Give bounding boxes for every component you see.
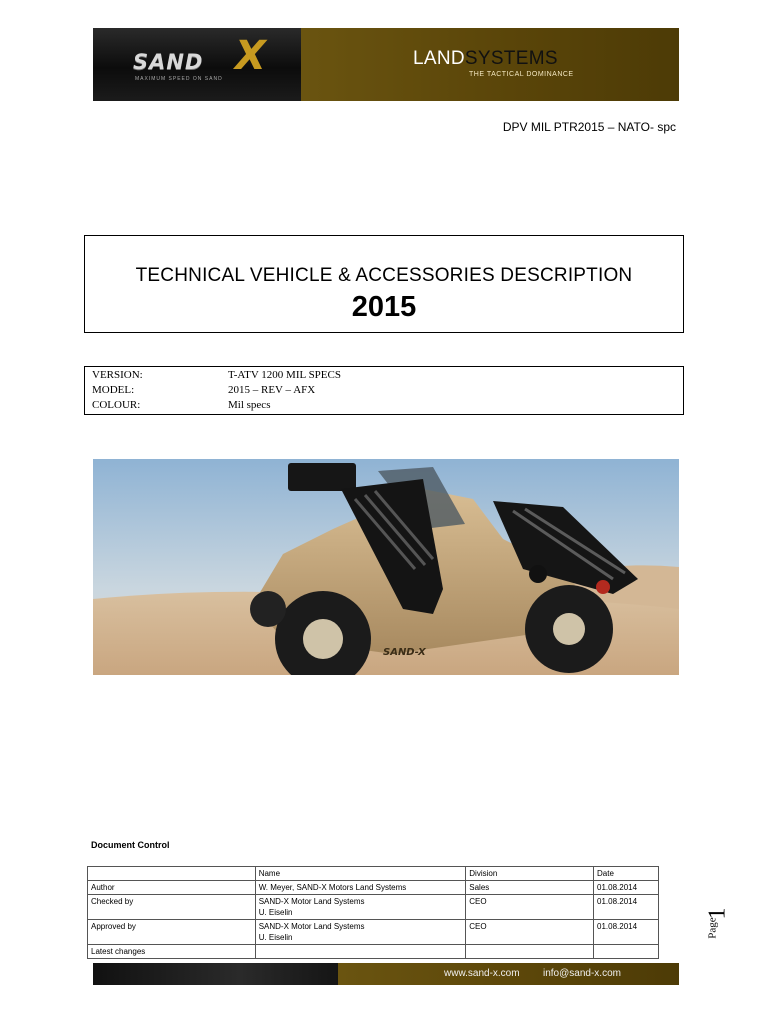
page-number — [704, 902, 740, 952]
row-division — [466, 945, 594, 959]
row-division: CEO — [466, 895, 594, 920]
spec-value: T-ATV 1200 MIL SPECS — [228, 369, 341, 381]
footer-website-link[interactable]: www.sand-x.com — [444, 968, 520, 979]
row-division: CEO — [466, 920, 594, 945]
footer-dark — [93, 963, 338, 985]
table-row — [88, 895, 659, 920]
vehicle-photo-image — [93, 459, 679, 675]
row-division: Sales — [466, 881, 594, 895]
document-control-table — [87, 866, 659, 959]
row-name — [255, 881, 466, 895]
document-control-title: Document Control — [91, 840, 170, 850]
logo-tagline: MAXIMUM SPEED ON SAND — [135, 76, 223, 82]
spec-key: VERSION: — [92, 369, 143, 381]
spec-row-version — [92, 368, 341, 383]
brand-systems: SYSTEMS — [464, 48, 558, 69]
row-name — [255, 895, 466, 920]
table-row — [88, 881, 659, 895]
footer-email-link[interactable]: info@sand-x.com — [543, 968, 621, 979]
table-row — [88, 920, 659, 945]
page-word: Page — [706, 917, 719, 939]
landsystems-brand — [301, 28, 679, 101]
row-name-line1: SAND-X Motor Land Systems — [258, 897, 365, 906]
spec-row-colour — [92, 398, 270, 413]
footer-banner — [93, 963, 679, 985]
row-name-line2: U. Eiselin — [258, 933, 293, 942]
spec-value: Mil specs — [228, 399, 271, 411]
row-name-line1: SAND-X Motor Land Systems — [258, 922, 365, 931]
brand-tagline: THE TACTICAL DOMINANCE — [469, 71, 574, 78]
row-date: 01.08.2014 — [594, 920, 659, 945]
header-banner — [93, 28, 679, 101]
table-row — [88, 945, 659, 959]
row-date — [594, 945, 659, 959]
row-name — [255, 945, 466, 959]
table-header-cell: Date — [594, 867, 659, 881]
table-header-row — [88, 867, 659, 881]
spec-value: 2015 – REV – AFX — [228, 384, 316, 396]
row-label: Approved by — [88, 920, 256, 945]
brand-title — [413, 49, 558, 68]
row-label: Author — [88, 881, 256, 895]
footer-contact — [338, 963, 679, 985]
document-title: TECHNICAL VEHICLE & ACCESSORIES DESCRIPTION — [135, 265, 633, 286]
row-label: Checked by — [88, 895, 256, 920]
spec-key: COLOUR: — [92, 399, 141, 411]
table-header-cell — [88, 867, 256, 881]
logo-name: SAND — [133, 50, 204, 74]
brand-land: LAND — [413, 48, 465, 69]
spec-key: MODEL: — [92, 384, 135, 396]
document-year: 2015 — [351, 291, 417, 323]
table-header-cell: Name — [255, 867, 466, 881]
vehicle-photo — [93, 459, 679, 675]
row-label: Latest changes — [88, 945, 256, 959]
logo-x: X — [235, 33, 266, 79]
spec-box — [84, 366, 684, 415]
row-date: 01.08.2014 — [594, 881, 659, 895]
vehicle-badge: SAND-X — [383, 647, 426, 658]
spec-row-model — [92, 383, 315, 398]
row-name-line1: W. Meyer, SAND-X Motors Land Systems — [258, 883, 407, 892]
sandx-logo — [93, 28, 301, 101]
row-name — [255, 920, 466, 945]
page-num: 1 — [704, 907, 731, 920]
table-header-cell: Division — [466, 867, 594, 881]
row-name-line2: U. Eiselin — [258, 908, 293, 917]
title-box — [84, 235, 684, 333]
document-reference: DPV MIL PTR2015 – NATO- spc — [502, 120, 676, 134]
row-date: 01.08.2014 — [594, 895, 659, 920]
